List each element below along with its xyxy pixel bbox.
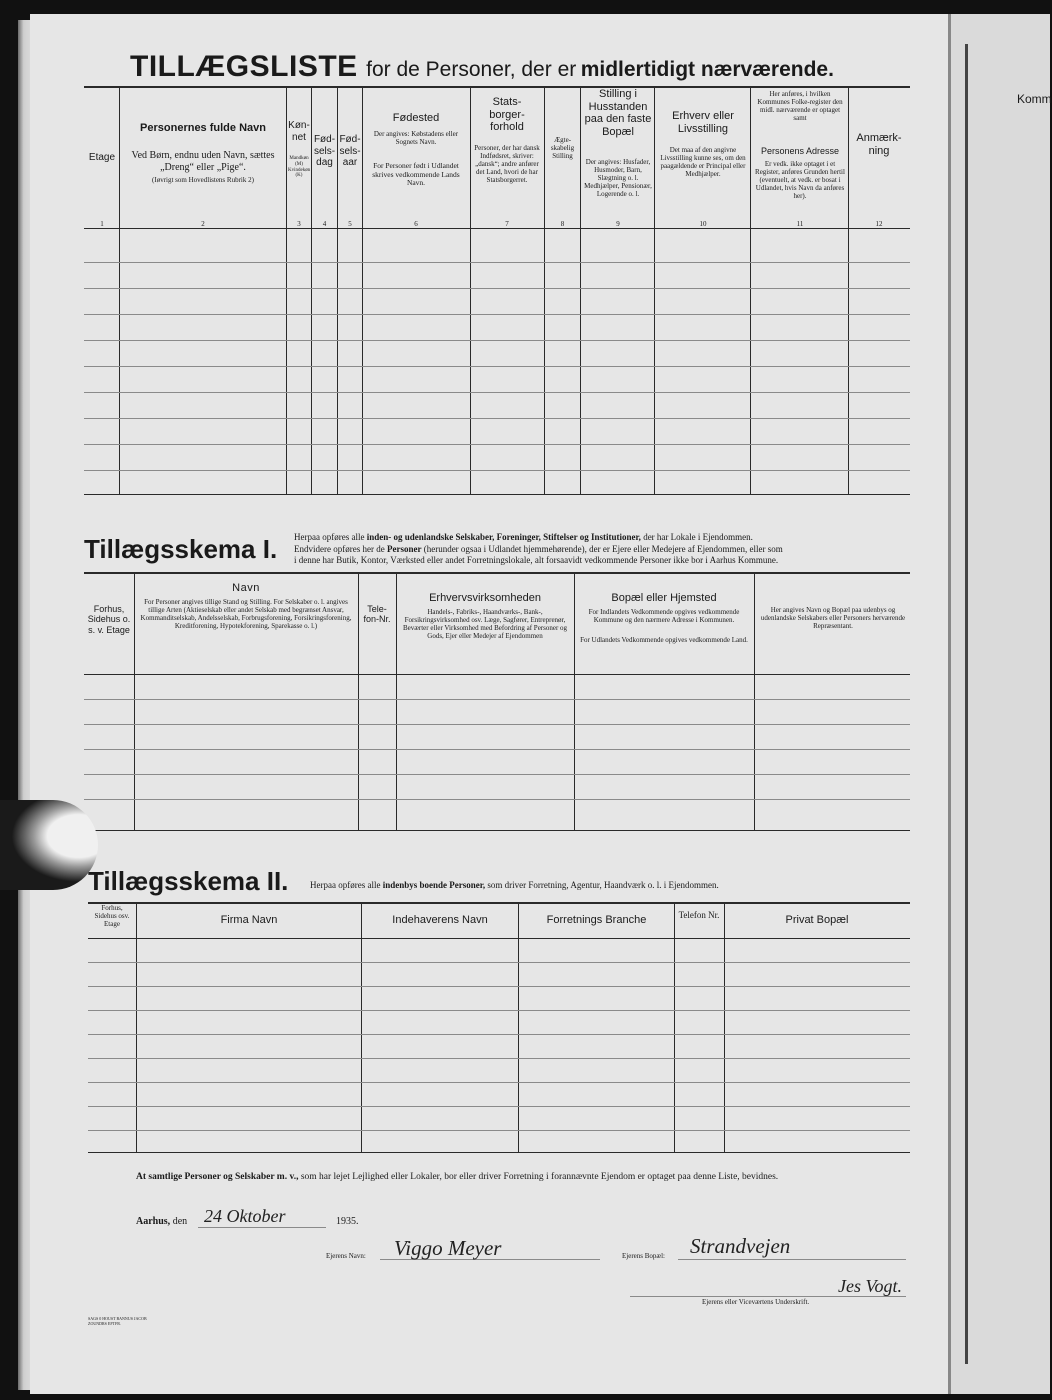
col-citizenship-header: Stats-borger-forhold bbox=[489, 96, 525, 134]
date-handwritten: 24 Oktober bbox=[204, 1206, 286, 1226]
adjacent-page-rule bbox=[965, 44, 968, 1364]
col-name-note2: (Iøvrigt som Hovedlistens Rubrik 2) bbox=[152, 176, 254, 184]
col-remark-header: Anmærk-ning bbox=[856, 132, 902, 157]
col-marital-header: Ægte-skabelig Stilling bbox=[550, 136, 575, 161]
col-num-4: 4 bbox=[322, 220, 327, 228]
printer-mark: SAGS 0 HOUST BANNUS JACOB ZOUNDRS EFTFR. bbox=[88, 1316, 147, 1327]
col-birthplace-header: Fødested bbox=[392, 112, 440, 124]
year-label: 1935. bbox=[336, 1216, 359, 1227]
col-num-5: 5 bbox=[348, 220, 352, 228]
place-label: Aarhus, bbox=[136, 1216, 171, 1227]
col-birthday-header: Fød-sels-dag bbox=[313, 134, 336, 168]
col-num-3: 3 bbox=[297, 220, 301, 228]
col-birthyear-header: Fød-sels-aar bbox=[339, 134, 361, 168]
skema1-col-navn-title: Navn bbox=[232, 582, 260, 594]
skema2-col-tlf: Telefon Nr. bbox=[678, 910, 720, 920]
title-rest: for de Personer, der er bbox=[366, 58, 577, 81]
col-birthplace-note: Der angives: Købstadens eller Sognets Navn. bbox=[373, 130, 459, 147]
col-num-1: 1 bbox=[100, 220, 104, 228]
owner-address-handwritten: Strandvejen bbox=[690, 1234, 791, 1258]
den-label: den bbox=[172, 1216, 188, 1227]
col-occupation-header: Erhverv eller Livsstilling bbox=[672, 110, 734, 135]
skema1-desc-3: Endvidere opføres her de bbox=[294, 543, 385, 554]
col-num-10: 10 bbox=[699, 220, 707, 228]
skema2-description bbox=[310, 880, 910, 890]
skema1-desc-4: (herunder ogsaa i Udlandet hjemmehørende), der er Ejere eller Medejere af Ejendommen, eller som bbox=[423, 543, 783, 554]
statement-text: som har lejet Lejlighed eller Lokaler, bor eller driver Forretning i forannævnte Ejendom er optaget paa denne Liste, bevidnes. bbox=[300, 1172, 779, 1182]
page-title bbox=[130, 50, 834, 84]
col-sex-header: Køn-net bbox=[288, 120, 310, 143]
signature-label: Ejerens eller Viceværtens Underskrift. bbox=[702, 1298, 810, 1306]
skema1-description bbox=[294, 532, 914, 567]
col-num-2: 2 bbox=[201, 220, 205, 228]
skema1-col-repr: Her angives Navn og Bopæl paa udenbys og udenlandske Selskabers eller Personers herværende Repræsentant. bbox=[760, 606, 906, 631]
statement-bold: At samtlige Personer og Selskaber m. v., bbox=[136, 1172, 299, 1182]
skema1-desc-2: der har Lokale i Ejendommen. bbox=[643, 532, 753, 542]
date-line bbox=[136, 1216, 187, 1227]
skema1-title: Tillægsskema I. bbox=[84, 534, 278, 564]
owner-name-label: Ejerens Navn: bbox=[326, 1252, 366, 1260]
col-num-7: 7 bbox=[505, 220, 509, 228]
skema2-col-firma: Firma Navn bbox=[220, 914, 278, 926]
col-etage-header: Etage bbox=[88, 152, 116, 163]
col-num-12: 12 bbox=[875, 220, 883, 228]
skema2-desc-2: som driver Forretning, Agentur, Haandværk o. l. i Ejendommen. bbox=[487, 880, 719, 890]
title-main: TILLÆGSLISTE bbox=[130, 50, 358, 83]
skema1-col-erhverv-note: Handels-, Fabriks-, Haandværks-, Bank-, Forsikringsvirksomhed osv. Læge, Sagfører, Entreprenør, Beværter eller Virksomhed med Befordring af Personer og Gods, Ejer eller Medejer af Ejendommen bbox=[402, 608, 568, 641]
col-occupation-note: Det maa af den angivne Livsstilling kunne ses, om den paagældende er Principal eller Medhjælper. bbox=[660, 146, 746, 179]
skema2-col-branche: Forretnings Branche bbox=[546, 914, 647, 926]
skema1-col-etage: Forhus, Sidehus o. s. v. Etage bbox=[87, 604, 131, 635]
owner-address-label: Ejerens Bopæl: bbox=[622, 1252, 665, 1260]
col-address-pre: Her anføres, i hvilken Kommunes Folke-register den midl. nærværende er optaget samt bbox=[757, 90, 843, 123]
skema1-col-bopael-note2: For Udlandets Vedkommende opgives vedkommende Land. bbox=[580, 636, 748, 644]
skema1-desc-5: i denne har Butik, Kontor, Værksted eller andet Forretningslokale, alt forsaavidt vedkommende Personer ikke bor i Aarhus Kommune. bbox=[294, 555, 779, 566]
form-page bbox=[30, 14, 948, 1394]
thumb bbox=[0, 800, 98, 890]
skema2-col-indehaver: Indehaverens Navn bbox=[392, 914, 488, 926]
skema2-col-etage: Forhus, Sidehus osv. Etage bbox=[94, 904, 130, 929]
skema2-desc-1: Herpaa opføres alle bbox=[310, 880, 381, 890]
skema1-col-tlf: Tele-fon-Nr. bbox=[363, 604, 391, 625]
col-household-header: Stilling i Husstanden paa den faste Bopæl bbox=[584, 88, 652, 138]
skema1-desc-bold-1: inden- og udenlandske Selskaber, Foreninger, Stiftelser og Institutioner, bbox=[366, 532, 641, 542]
skema1-col-bopael-title: Bopæl eller Hjemsted bbox=[611, 592, 717, 604]
title-rest-bold: midlertidigt nærværende. bbox=[580, 58, 834, 81]
col-citizenship-note: Personer, der har dansk Indfødsret, skriver: „dansk“; andre anfører det Land, hvori de har Statsborgerret. bbox=[474, 144, 540, 185]
col-sex-note: Mandkøn (M) Kvindekøn (K) bbox=[288, 156, 311, 179]
adjacent-page bbox=[948, 14, 1050, 1394]
skema1-desc-bold-2: Personer bbox=[386, 543, 422, 554]
col-num-11: 11 bbox=[796, 220, 804, 228]
col-household-note: Der angives: Husfader, Husmoder, Barn, Slægtning o. l. Medhjælper, Pensionær, Logerende o. l. bbox=[584, 158, 652, 199]
certification-statement bbox=[136, 1172, 916, 1182]
skema1-desc-1: Herpaa opføres alle bbox=[294, 532, 365, 542]
col-num-8: 8 bbox=[560, 220, 565, 228]
col-birthplace-note2: For Personer født i Udlandet skrives vedkommende Lands Navn. bbox=[372, 161, 460, 188]
owner-name-handwritten: Viggo Meyer bbox=[394, 1236, 502, 1260]
skema2-desc-bold: indenbys boende Personer, bbox=[382, 880, 486, 890]
skema2-title: Tillægsskema II. bbox=[88, 866, 289, 896]
skema1-col-navn-note: For Personer angives tillige Stand og Stilling. For Selskaber o. l. angives tillige Arten (Aktieselskab eller andet Selskab med begrænset Ansvar, Kommanditselskab, Andelsselskab, Forbrugsforening, Forsikringsforening, Kreditforening, Hypotekforening, Sparekasse o. l.) bbox=[140, 598, 352, 631]
col-name-note: Ved Børn, endnu uden Navn, sættes „Dreng“ eller „Pige“. bbox=[131, 150, 275, 173]
col-address-header: Personens Adresse bbox=[760, 146, 840, 156]
skema1-col-erhverv-title: Erhvervsvirksomheden bbox=[429, 592, 541, 604]
col-num-6: 6 bbox=[414, 220, 418, 228]
col-num-9: 9 bbox=[616, 220, 620, 228]
signature-handwritten: Jes Vogt. bbox=[838, 1276, 902, 1296]
col-address-note: Er vedk. ikke optaget i et Register, anføres Grunden hertil (eventuelt, at vedk. er bosat i Udlandet, hvis Navn da anføres her). bbox=[755, 160, 845, 201]
skema1-col-bopael-note: For Indlandets Vedkommende opgives vedkommende Kommune og den nærmere Adresse i Kommunen. bbox=[588, 608, 740, 625]
skema2-col-bopael: Privat Bopæl bbox=[785, 914, 849, 926]
adjacent-page-text: Komm bbox=[1017, 92, 1052, 106]
col-name-header: Personernes fulde Navn bbox=[140, 122, 266, 134]
